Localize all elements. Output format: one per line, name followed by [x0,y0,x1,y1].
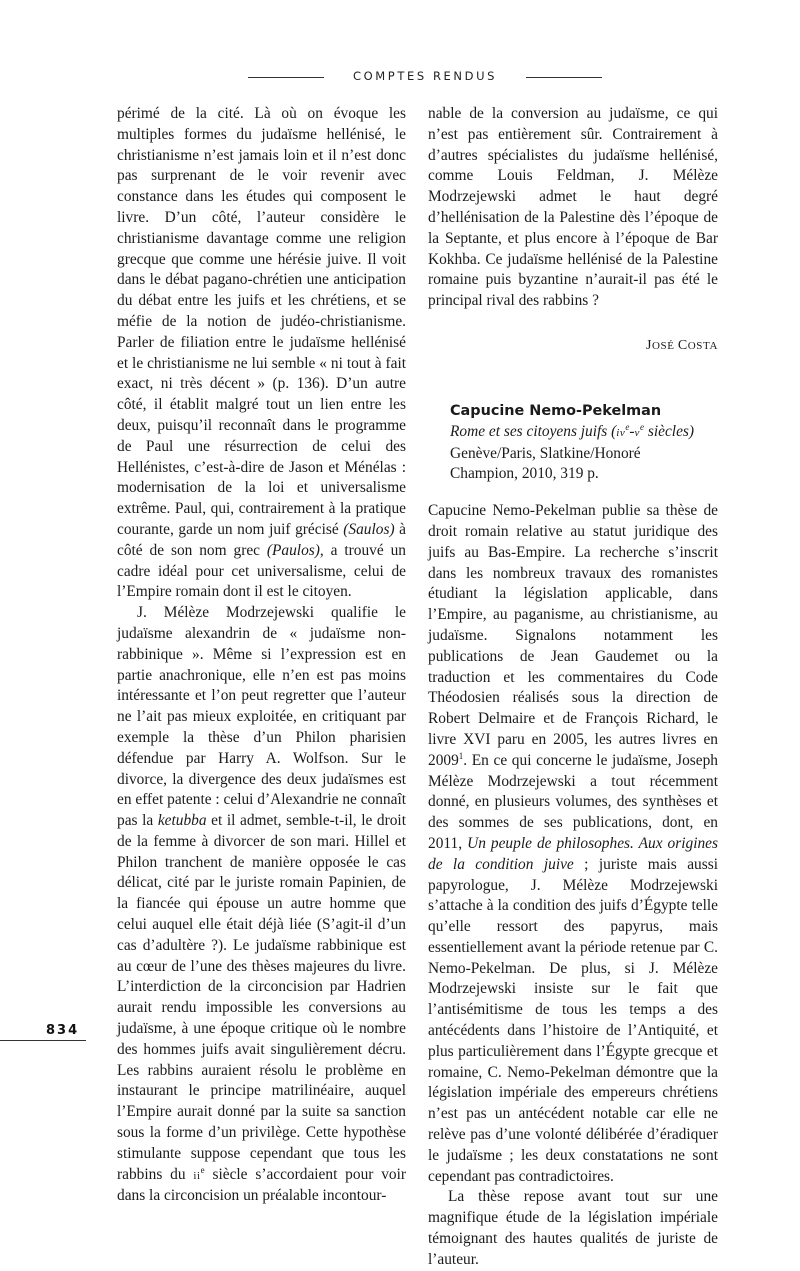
paragraph-text: . En ce qui concerne le judaïsme, Joseph Mélèze Modrzejewski a tout récemment donné, en plusieurs volumes, des synthèses et des sommes de ses publications, dont, en 2011, [428,751,718,852]
paragraph-text: nable de la conversion au judaïsme, ce qui n’est pas entièrement sûr. Contrairement à d’autres spécialistes du judaïsme hellénisé, comme Louis Feldman, J. Mélèze Modrzejewski admet le haut degré d’hellénisation de la Palestine dès l’époque de la Septante, et plus encore à l’époque de Bar Kokhba. Ce judaïsme hellénisé de la Palestine romaine puis byzantine n’aurait-il pas été le principal rival des rabbins ? [428,105,718,310]
title-text: siècles) [644,422,695,440]
superscript: e [640,421,645,432]
italic-term-saulos: (Saulos) [343,520,395,538]
century-numeral: iv [616,426,626,439]
paragraph-text: J. Mélèze Modrzejewski qualifie le judaïsme alexandrin de « judaïsme non-rabbinique ». Même si l’expression est en partie anachronique, elle n’en est pas moins intéressante et l’on peut regretter que l’auteur ne l’ait pas mieux exploitée, en critiquant par exemple la thèse d’un Philon pharisien défendue par Harry A. Wolfson. Sur le divorce, la divergence des deux judaïsmes est en effet patente : celui d’Alexandrie ne connaît pas la [117,604,407,830]
footnote-marker: 1 [458,750,464,761]
paragraph-text: à côté de son nom grec [117,520,407,559]
superscript: e [200,1164,205,1175]
italic-term-paulos: (Paulos) [266,541,320,559]
paragraph-text: siècle s’accordaient pour voir dans la circoncision un préalable incontour- [117,1165,406,1205]
italic-term-ketubba: ketubba [157,812,207,830]
signature-initial: C [677,337,688,353]
paragraph-text: et il admet, semble-t-il, le droit de la femme à divorcer de son mari. Hillel et Philon tranchent de manière opposée le cas délicat, cité par le juriste romain Papinien, de la fiancée qui épouse un autre homme que celui auquel elle était déjà liée (S’agit-il d’un cas d’adultère ?). Le judaïsme rabbinique est au cœur de l’une des thèses majeures du livre. L’interdiction de la circoncision par Hadrien aurait rendu impossible les conversions au judaïsme, à une époque critique où le nombre des hommes juifs avait singulièrement décru. Les rabbins auraient résolu le problème en instaurant le principe matrilinéaire, auquel l’Empire aurait donné par la suite sa sanction sous la forme d’un privilège. Cette hypothèse stimulante suppose cependant que tous les rabbins du [117,812,406,1183]
century-numeral: v [634,426,641,439]
paragraph-thesis-basis: La thèse repose avant tout sur une magnifique étude de la législation impériale témoignant des hautes qualités de juriste de l’auteur. [428,1188,718,1268]
paragraph-review-intro [428,501,718,1187]
paragraph-non-rabbinic-judaism [117,603,406,1207]
century-numeral: ii [193,1169,201,1182]
page-number: 834 [46,1023,80,1038]
paragraph-text: , a trouvé un cadre idéal pour cet universalisme, celui de l’Empire romain dont il est le citoyen. [117,541,406,601]
right-column [428,104,718,1271]
review-publisher-line-1: Genève/Paris, Slatkine/Honoré [450,444,641,462]
title-text: - [629,422,635,440]
superscript: e [625,421,630,432]
paragraph-text: ; juriste mais aussi papyrologue, J. Mélèze Modrzejewski s’attache à la condition des juifs d’Égypte telle qu’elle ressort des papyrus, mais essentiellement avant la période retenue par C. Nemo-Pekelman. De plus, si J. Mélèze Modrzejewski insiste sur le fait que l’antisémitisme de tous les temps a des antécédents dans l’histoire de l’Antiquité, et plus particulièrement dans l’Égypte grecque et romaine, C. Nemo-Pekelman démontre que la législation impériale des empereurs chrétiens n’est pas un antécédent notable car elle ne relève pas d’une volonté délibérée d’éradiquer le judaïsme ; les deux constatations ne sont cependant pas contradictoires. [428,855,718,1185]
signature-initial: J [646,337,652,353]
signature-smallcaps: OSTA [687,339,718,352]
left-column [117,104,406,1207]
page-number-rule [0,1040,86,1041]
italic-book-title: Un peuple de philosophes. Aux origines de la condition juive [428,834,719,873]
signature-smallcaps: OSÉ [651,339,678,352]
header-rule-right [526,77,602,78]
title-text: Rome et ses citoyens juifs ( [450,422,617,440]
running-head: COMPTES RENDUS [352,69,498,83]
review-publisher-line-2: Champion, 2010, 319 p. [450,465,599,483]
header-rule-left [248,77,324,78]
paragraph-continuation [428,104,718,312]
review-book-title [428,422,718,444]
paragraph-text: Capucine Nemo-Pekelman publie sa thèse de droit romain relative au statut juridique des juifs au Bas-Empire. La recherche s’inscrit dans les nombreux travaux des romanistes étudiant la législation applicable, dans l’Empire, au paganisme, au christianisme, au judaïsme. Signalons notamment les publications de Jean Gaudemet ou la traduction et les commentaires du Code Théodosien réalisés sous la direction de Robert Delmaire et de François Richard, le livre XVI paru en 2005, les autres livres en 2009 [428,502,718,769]
review-signature [428,336,718,357]
paragraph-hellenized-judaism [117,104,406,603]
paragraph-text: périmé de la cité. Là où on évoque les multiples formes du judaïsme hellénisé, le christianisme n’est jamais loin et il n’est donc pas surprenant de le voir revenir avec constance dans les études qui composent le livre. D’un côté, l’auteur considère le christianisme davantage comme une religion grecque que comme une hérésie juive. Il voit dans le débat pagano-chrétien une anticipation du débat entre les juifs et les chrétiens, et se méfie de la notion de judéo-christianisme. Parler de filiation entre le judaïsme hellénisé et le christianisme ne lui semble « ni tout à fait exact, ni très décent » (p. 136). D’un autre côté, il établit malgré tout un lien entre les deux, puisqu’il reconnaît dans le programme de Paul une résurrection de celui des Hellénistes, c’est-à-dire de Jason et Ménélas : modernisation de la loi et universalisme extrême. Paul, qui, contrairement à la pratique courante, garde un nom juif grécisé [117,105,406,538]
review-author: Capucine Nemo-Pekelman [450,402,662,419]
